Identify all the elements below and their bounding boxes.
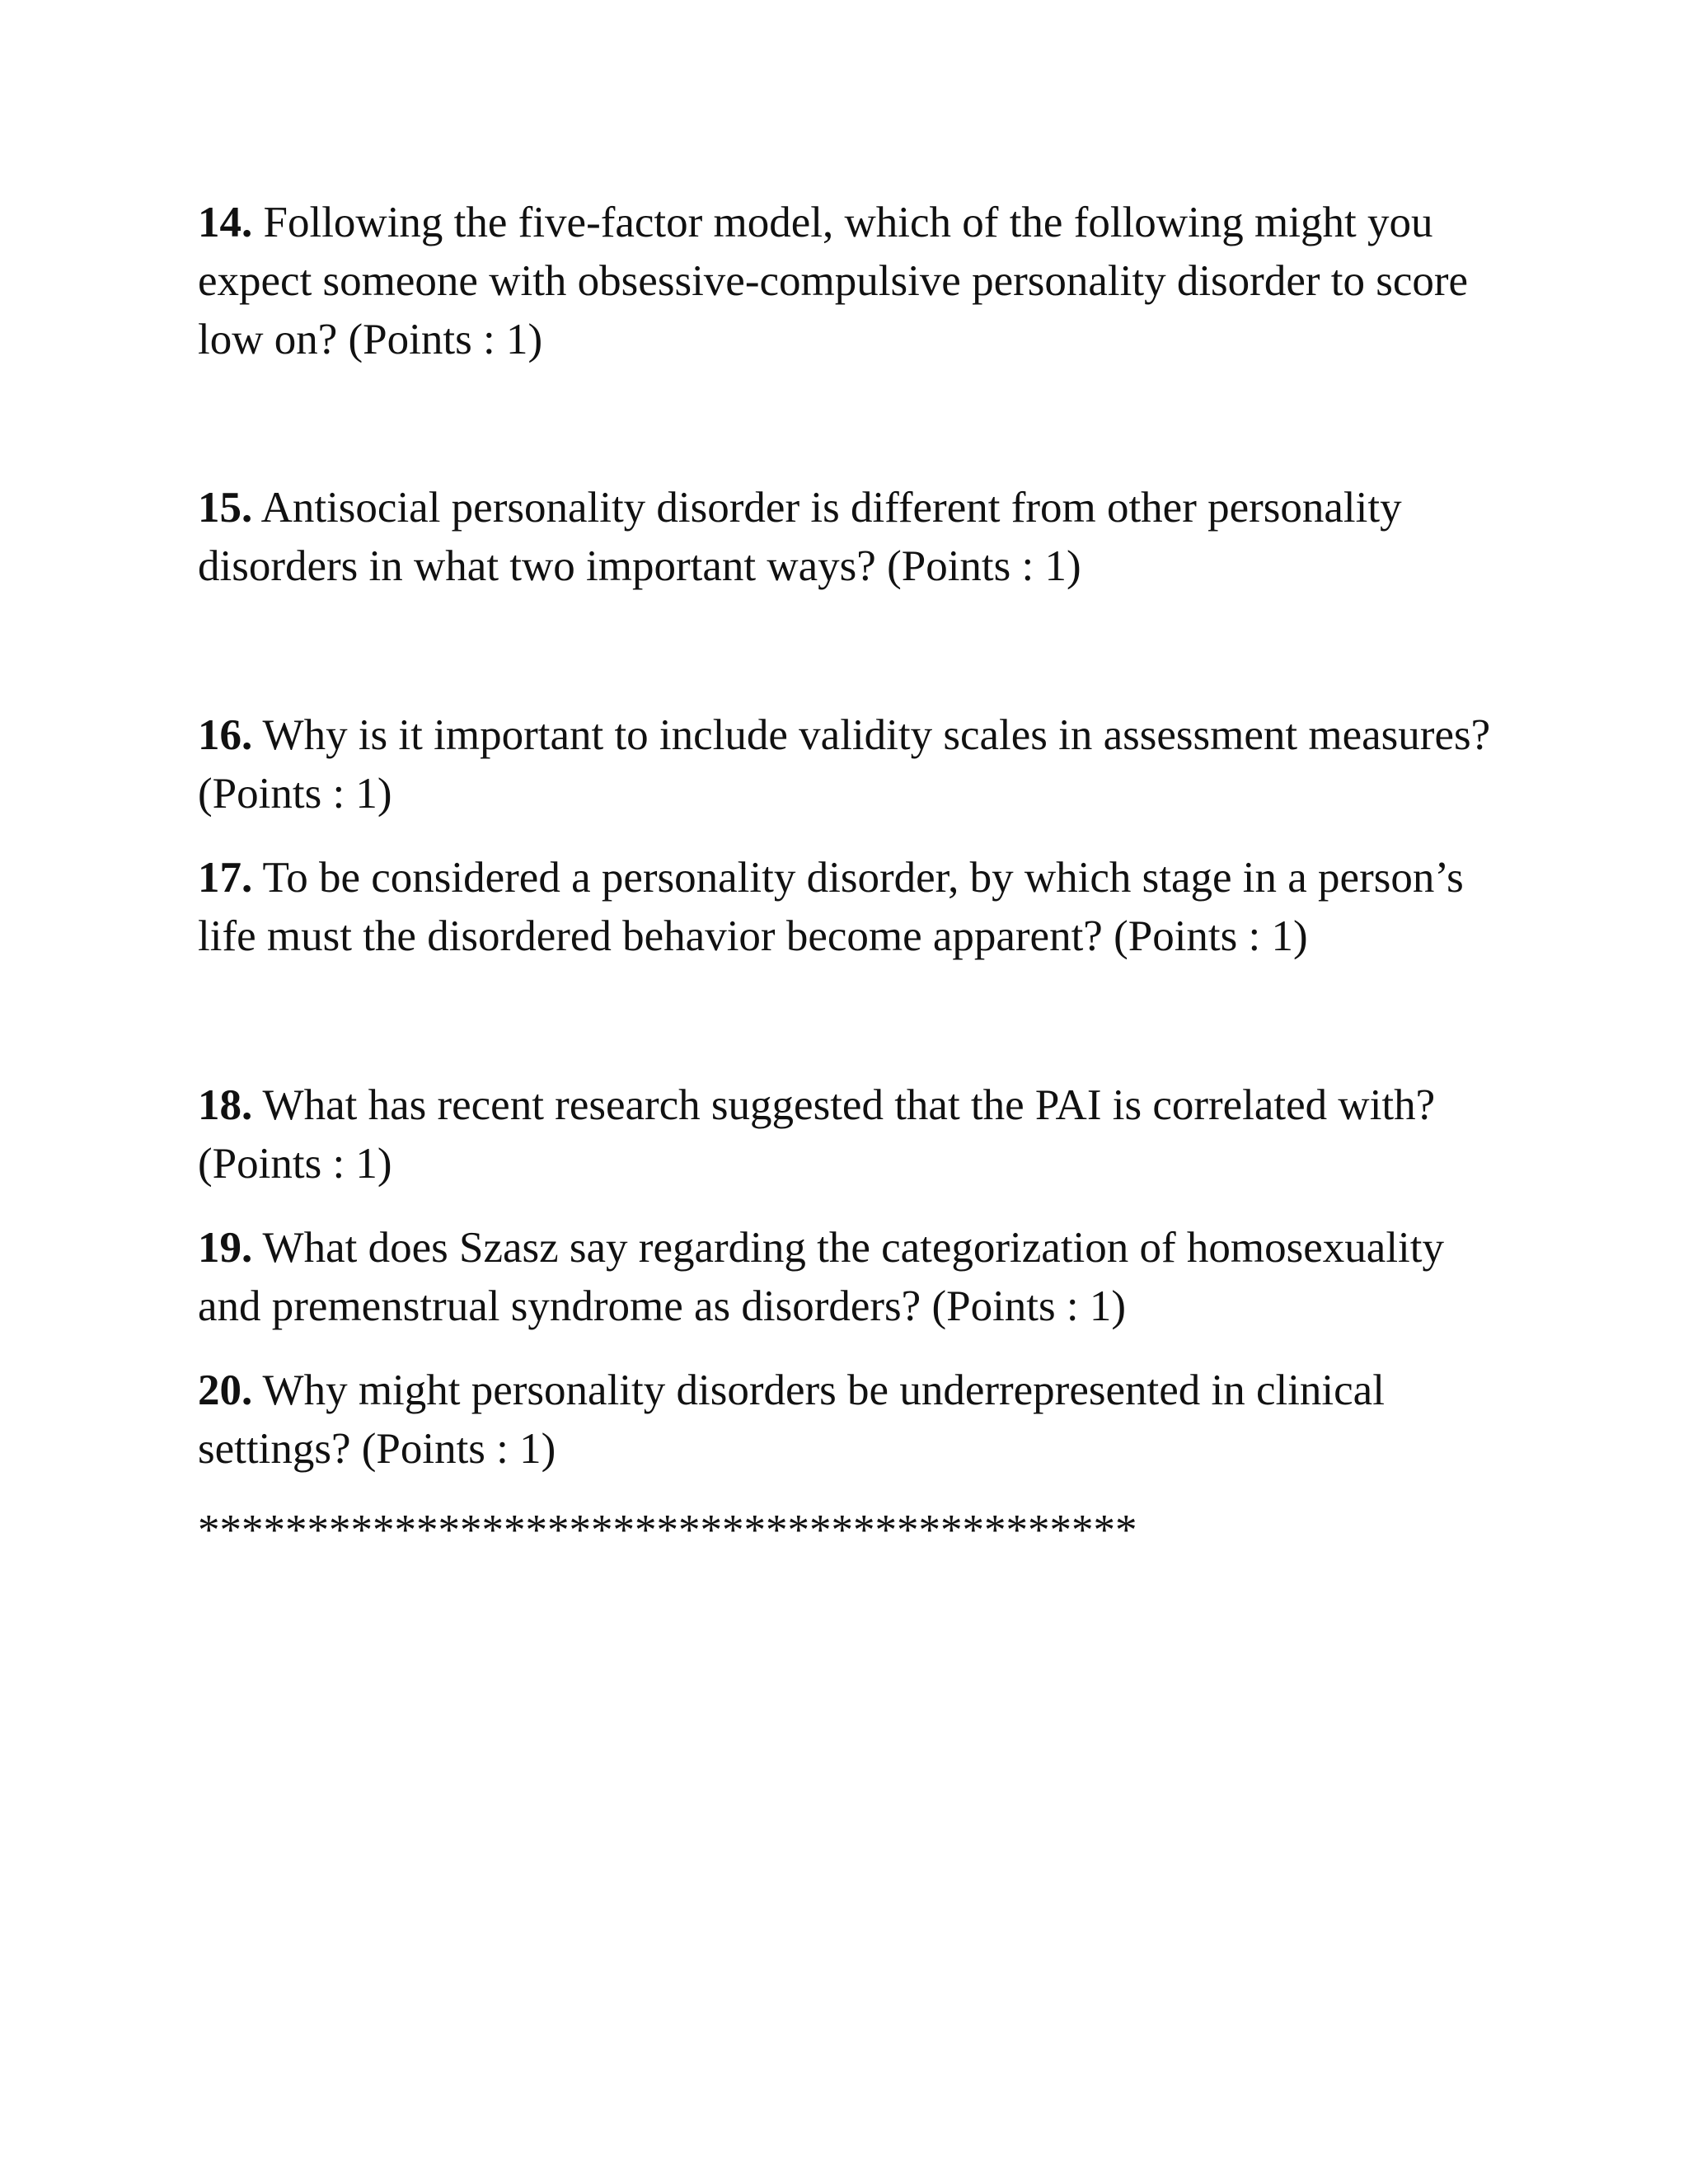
- question-text: Antisocial personality disorder is different from other personality disorders in what two important ways? (Points : 1): [198, 484, 1402, 590]
- question-16: [198, 706, 1500, 823]
- question-text: What does Szasz say regarding the categorization of homosexuality and premenstrual syndrome as disorders? (Points : 1): [198, 1224, 1445, 1330]
- question-text: Why is it important to include validity scales in assessment measures? (Points : 1): [198, 711, 1491, 818]
- question-text: Why might personality disorders be underrepresented in clinical settings? (Points : 1): [198, 1366, 1385, 1473]
- question-number: 17.: [198, 854, 253, 902]
- question-number: 15.: [198, 484, 253, 532]
- question-number: 20.: [198, 1366, 253, 1414]
- question-text: What has recent research suggested that the PAI is correlated with? (Points : 1): [198, 1081, 1436, 1188]
- question-17: [198, 849, 1500, 966]
- question-14: [198, 194, 1500, 369]
- question-number: 19.: [198, 1224, 253, 1272]
- question-number: 18.: [198, 1081, 253, 1129]
- question-text: To be considered a personality disorder, by which stage in a person’s life must the disordered behavior become apparent? (Points : 1): [198, 854, 1464, 960]
- question-15: [198, 479, 1500, 596]
- question-number: 16.: [198, 711, 253, 759]
- question-text: Following the five-factor model, which of the following might you expect someone with obsessive-compulsive personality disorder to score low on? (Points : 1): [198, 199, 1469, 363]
- question-19: [198, 1219, 1500, 1336]
- question-number: 14.: [198, 199, 253, 246]
- asterisk-separator: *******************************************: [198, 1507, 1137, 1554]
- question-18: [198, 1076, 1500, 1193]
- question-20: [198, 1361, 1500, 1479]
